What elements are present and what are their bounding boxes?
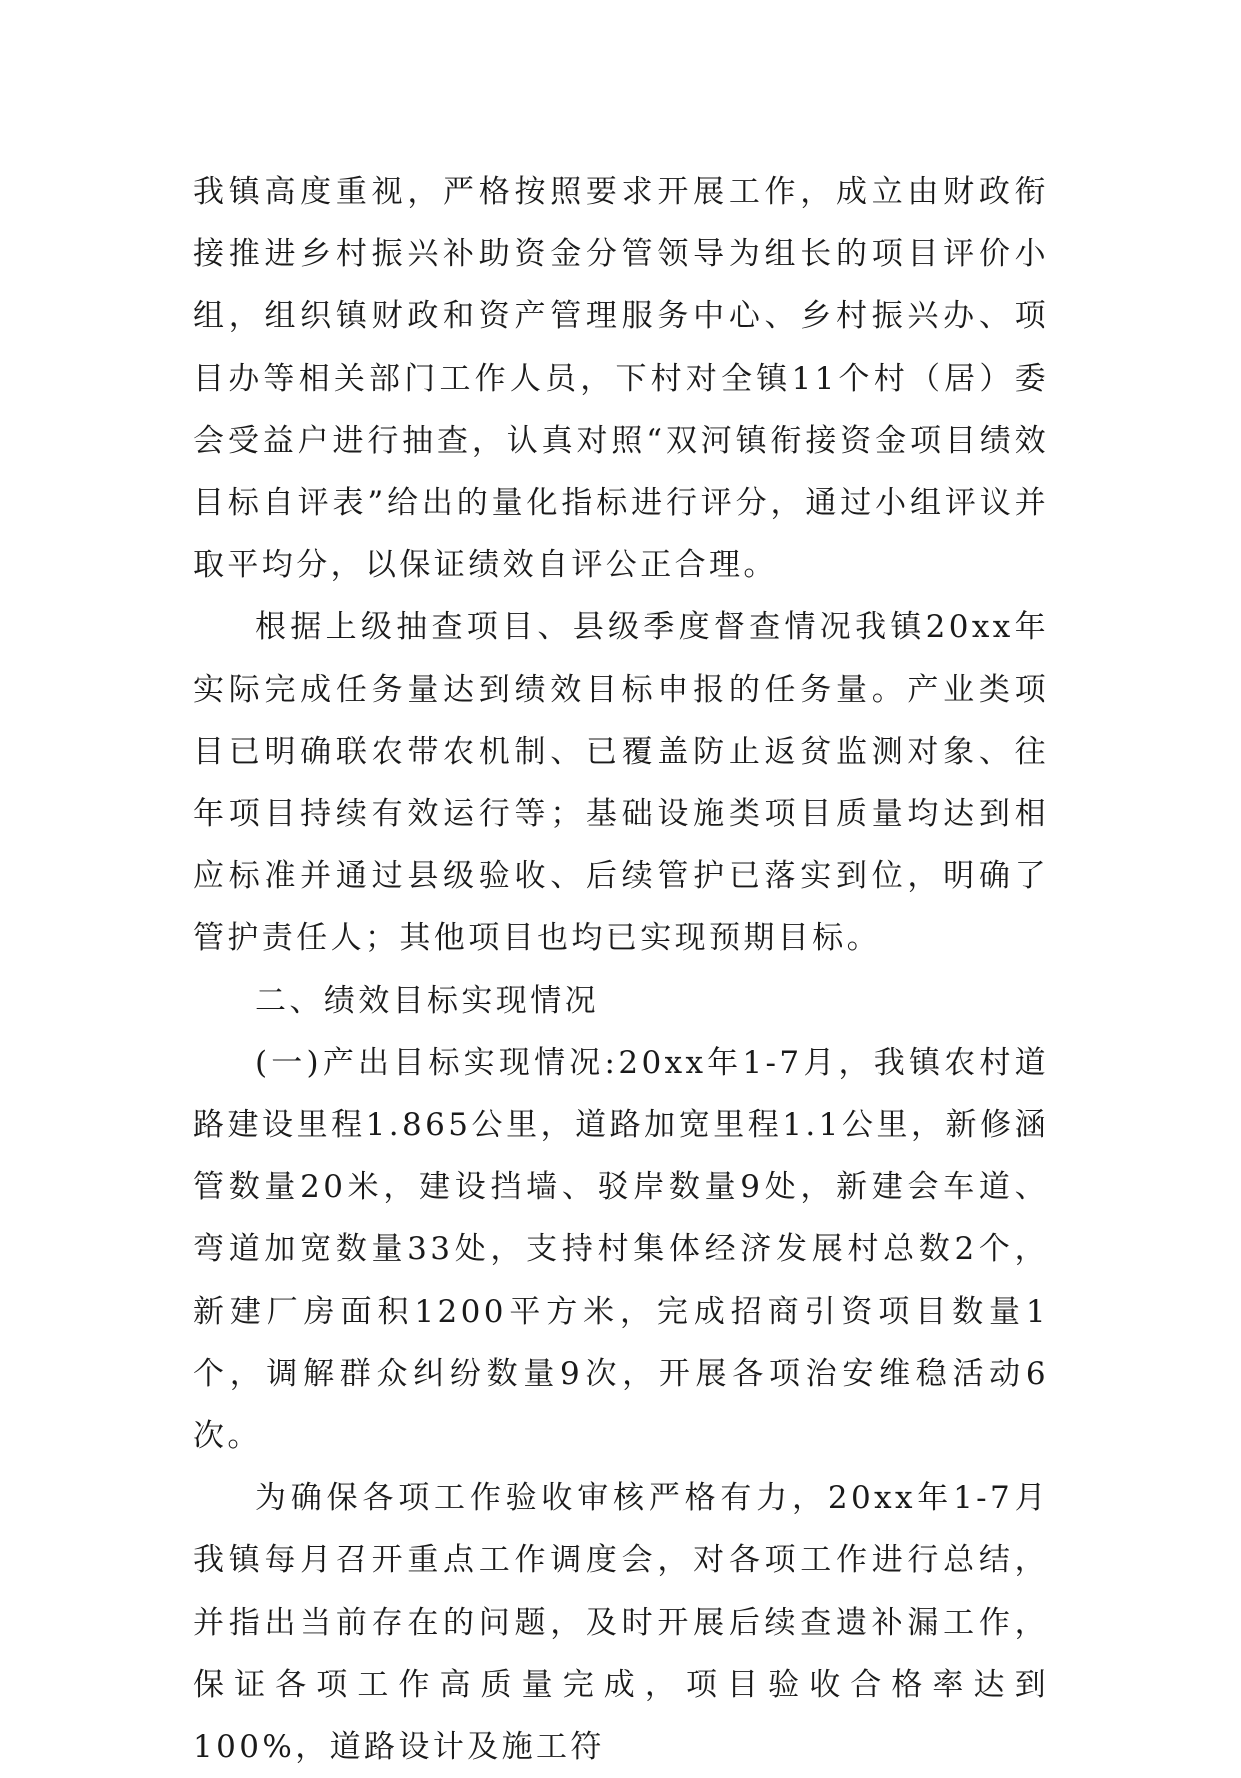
- paragraph-task-completion: 根据上级抽查项目、县级季度督查情况我镇20xx年实际完成任务量达到绩效目标申报的任务量。产业类项目已明确联农带农机制、已覆盖防止返贫监测对象、往年项目持续有效运行等；基础设施类项目质量均达到相应标准并通过县级验收、后续管护已落实到位，明确了管护责任人；其他项目也均已实现预期目标。: [193, 609, 1049, 957]
- section-heading-goal-achievement: 二、绩效目标实现情况: [255, 982, 599, 1019]
- document-body: [193, 161, 1049, 1778]
- paragraph-evaluation-group: 我镇高度重视，严格按照要求开展工作，成立由财政衔接推进乡村振兴补助资金分管领导为组长的项目评价小组，组织镇财政和资产管理服务中心、乡村振兴办、项目办等相关部门工作人员，下村对全镇11个村（居）委会受益户进行抽查，认真对照“双河镇衔接资金项目绩效目标自评表”给出的量化指标进行评分，通过小组评议并取平均分，以保证绩效自评公正合理。: [193, 174, 1049, 584]
- paragraph-acceptance-review: 为确保各项工作验收审核严格有力，20xx年1-7月我镇每月召开重点工作调度会，对各项工作进行总结，并指出当前存在的问题，及时开展后续查遗补漏工作，保证各项工作高质量完成，项目验收合格率达到100%，道路设计及施工符: [193, 1480, 1049, 1766]
- paragraph-output-goals: (一)产出目标实现情况:20xx年1-7月，我镇农村道路建设里程1.865公里，道路加宽里程1.1公里，新修涵管数量20米，建设挡墙、驳岸数量9处，新建会车道、弯道加宽数量33处，支持村集体经济发展村总数2个，新建厂房面积1200平方米，完成招商引资项目数量1个，调解群众纠纷数量9次，开展各项治安维稳活动6次。: [193, 1044, 1049, 1455]
